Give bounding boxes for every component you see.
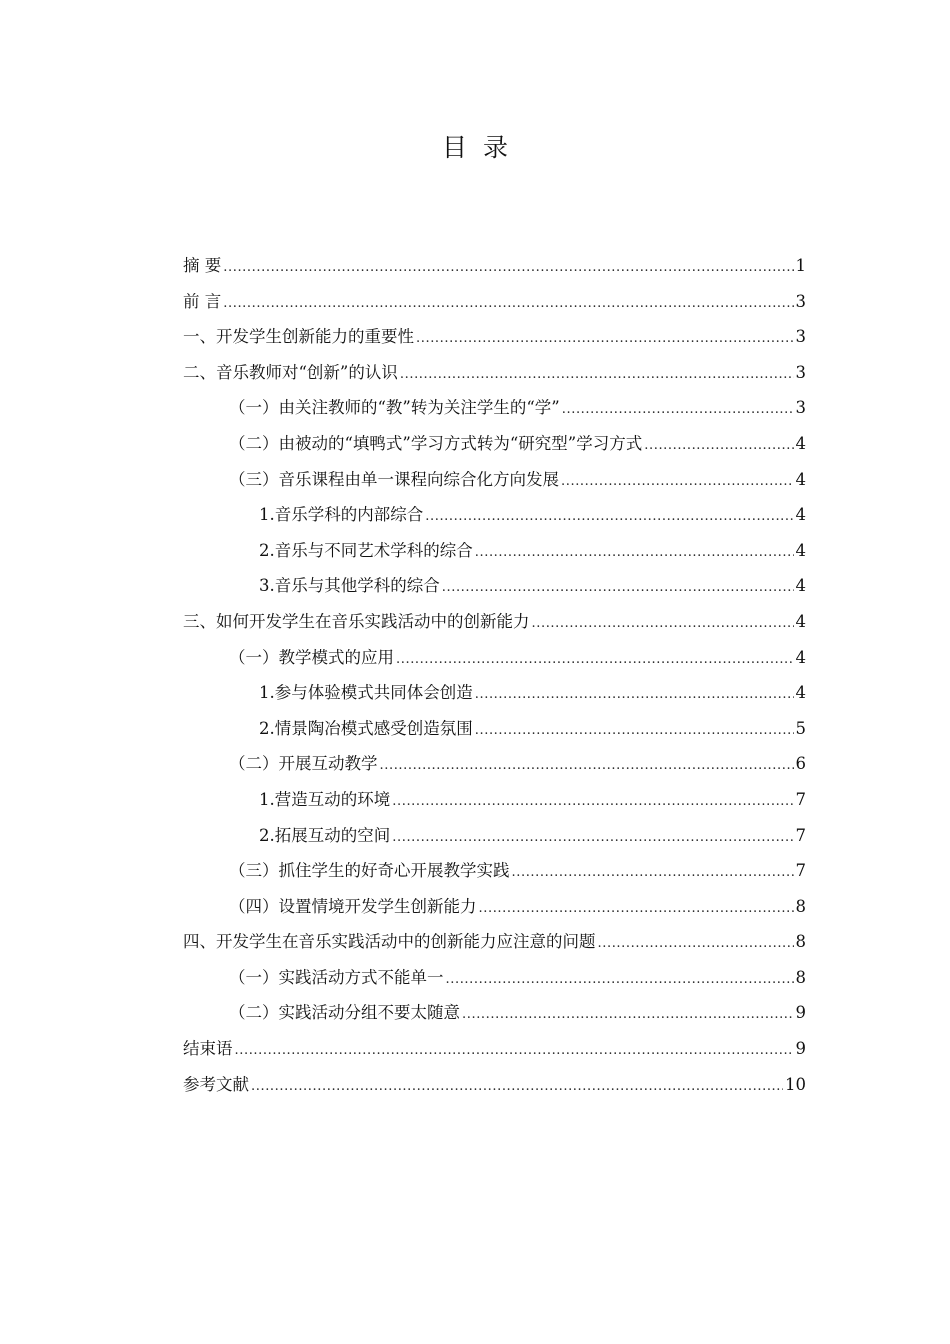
toc-entry-page-number: 3 [795,362,806,382]
toc-entry-label: 1.参与体验模式共同体会创造 [259,683,473,703]
dot-leader [392,820,793,856]
toc-entry-label: （一）由关注教师的“教”转为关注学生的“学” [229,398,560,418]
dot-leader [235,1033,794,1069]
toc-entry-label: 结束语 [183,1039,233,1059]
toc-entry-page-number: 8 [795,967,806,987]
toc-entry-page-number: 4 [795,647,806,667]
toc-entry-page-number: 3 [795,398,806,418]
toc-entry-label: 2.拓展互动的空间 [259,825,391,845]
dot-leader [475,713,794,749]
toc-entry[interactable] [183,390,806,426]
toc-entry-label: （二）实践活动分组不要太随意 [229,1003,460,1023]
toc-entry-page-number: 6 [795,754,806,774]
toc-entry-page-number: 4 [795,505,806,525]
toc-entry-label: 四、开发学生在音乐实践活动中的创新能力应注意的问题 [183,932,596,952]
toc-entry-page-number: 9 [795,1003,806,1023]
toc-entry-page-number: 9 [795,1039,806,1059]
dot-leader [446,962,794,998]
dot-leader [392,784,793,820]
toc-entry-label: 2.情景陶冶模式感受创造氛围 [259,718,473,738]
toc-entry[interactable] [183,924,806,960]
dot-leader [380,748,794,784]
dot-leader [644,428,793,464]
toc-entry-label: 三、如何开发学生在音乐实践活动中的创新能力 [183,611,530,631]
toc-entry-label: 1.营造互动的环境 [259,789,391,809]
toc-entry-page-number: 4 [795,469,806,489]
dot-leader [223,286,793,322]
toc-entry-page-number: 3 [795,291,806,311]
toc-entry-label: 二、音乐教师对“创新”的认识 [183,362,398,382]
toc-entry-page-number: 7 [795,789,806,809]
dot-leader [475,535,794,571]
toc-entry[interactable] [183,568,806,604]
toc-entry-page-number: 7 [795,825,806,845]
dot-leader [479,891,794,927]
toc-entry-page-number: 5 [795,718,806,738]
dot-leader [561,464,794,500]
toc-entry[interactable] [183,319,806,355]
toc-entry[interactable] [183,284,806,320]
toc-entry-label: （二）开展互动教学 [229,754,378,774]
toc-entry[interactable] [183,604,806,640]
toc-entry[interactable] [183,426,806,462]
toc-entry-page-number: 3 [795,327,806,347]
toc-entry-page-number: 10 [785,1074,806,1094]
toc-entry-page-number: 4 [795,540,806,560]
toc-entry[interactable] [183,462,806,498]
toc-entry-label: 摘 要 [183,256,222,275]
toc-entry-page-number: 4 [795,683,806,703]
toc-entry[interactable] [183,533,806,569]
dot-leader [562,392,794,428]
table-of-contents [183,248,806,1102]
dot-leader [425,499,793,535]
toc-entry-page-number: 4 [795,433,806,453]
toc-entry-page-number: 7 [795,861,806,881]
toc-entry[interactable] [183,497,806,533]
toc-entry[interactable] [183,675,806,711]
toc-entry-label: 1.音乐学科的内部综合 [259,505,424,525]
dot-leader [532,606,794,642]
dot-leader [475,677,794,713]
toc-entry[interactable] [183,746,806,782]
toc-entry-label: 参考文献 [183,1074,249,1094]
toc-entry-page-number: 1 [795,256,806,275]
toc-entry-label: （一）实践活动方式不能单一 [229,967,444,987]
toc-entry-label: 一、开发学生创新能力的重要性 [183,327,414,347]
toc-entry[interactable] [183,355,806,391]
dot-leader [442,570,794,606]
dot-leader [251,1069,783,1105]
dot-leader [396,642,794,678]
toc-entry-page-number: 4 [795,611,806,631]
toc-entry-label: （四）设置情境开发学生创新能力 [229,896,477,916]
toc-entry-label: 前 言 [183,291,222,311]
toc-entry[interactable] [183,711,806,747]
toc-entry[interactable] [183,1031,806,1067]
dot-leader [598,926,794,962]
dot-leader [223,250,793,286]
dot-leader [512,855,794,891]
toc-entry-label: 2.音乐与不同艺术学科的综合 [259,540,473,560]
toc-entry[interactable] [183,853,806,889]
toc-entry[interactable] [183,889,806,925]
page-title: 目录 [441,133,524,162]
dot-leader [400,357,794,393]
toc-entry[interactable] [183,960,806,996]
toc-entry-label: （二）由被动的“填鸭式”学习方式转为“研究型”学习方式 [229,433,643,453]
toc-entry[interactable] [183,818,806,854]
toc-entry[interactable] [183,782,806,818]
toc-entry-label: （一）教学模式的应用 [229,647,394,667]
toc-entry[interactable] [183,995,806,1031]
toc-entry-page-number: 4 [795,576,806,596]
toc-entry-page-number: 8 [795,932,806,952]
toc-entry-label: （三）抓住学生的好奇心开展教学实践 [229,861,510,881]
toc-entry-label: 3.音乐与其他学科的综合 [259,576,440,596]
dot-leader [416,321,794,357]
toc-entry[interactable] [183,1067,806,1103]
toc-entry-page-number: 8 [795,896,806,916]
toc-entry[interactable] [183,248,806,284]
toc-entry[interactable] [183,640,806,676]
dot-leader [462,997,794,1033]
toc-entry-label: （三）音乐课程由单一课程向综合化方向发展 [229,469,559,489]
